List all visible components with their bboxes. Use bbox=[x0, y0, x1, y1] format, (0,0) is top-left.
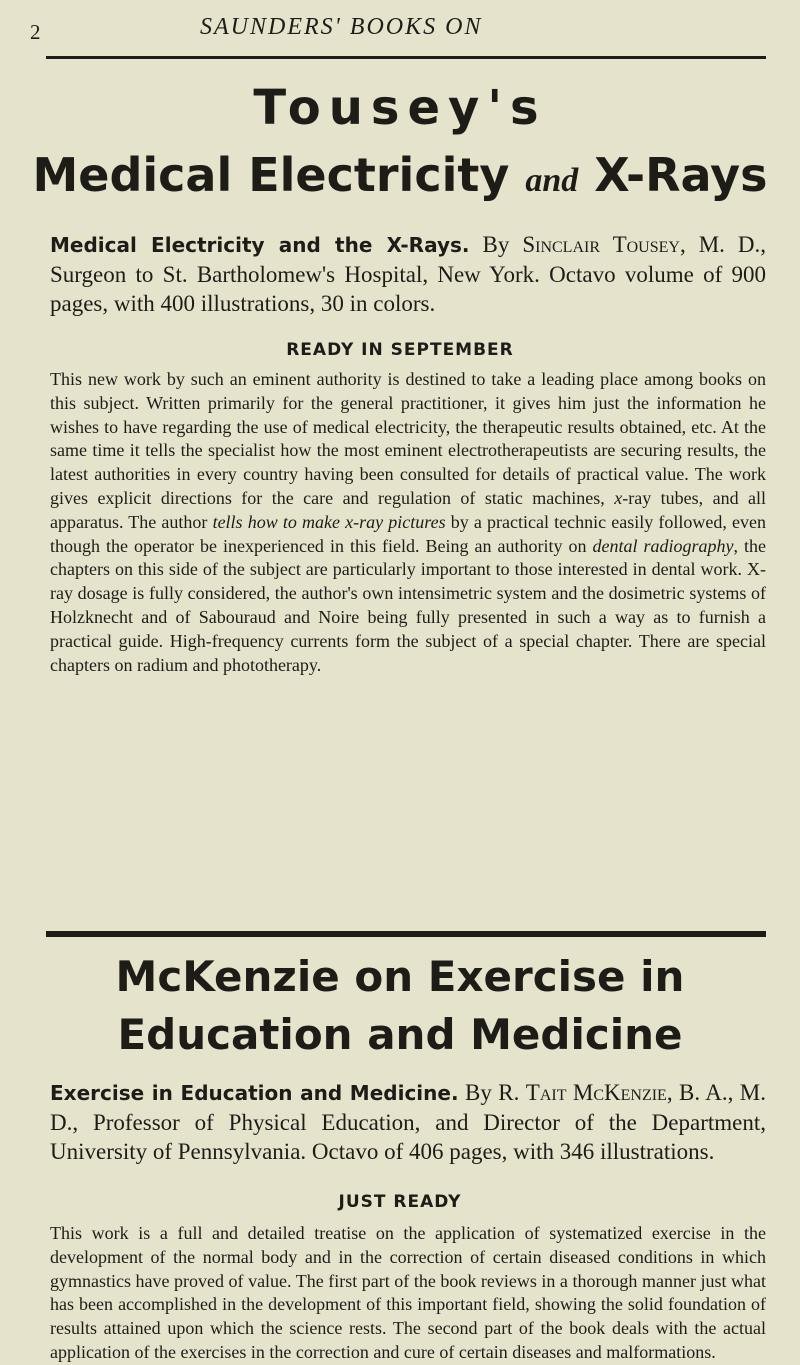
book2-by: By R. bbox=[458, 1080, 526, 1105]
page-number: 2 bbox=[30, 20, 41, 44]
book1-title-part-b: X-Rays bbox=[578, 148, 768, 202]
book2-title-line2: Education and Medicine bbox=[117, 1010, 683, 1059]
book2-summary bbox=[50, 1078, 766, 1166]
book2-lead: Exercise in Education and Medicine. bbox=[50, 1081, 459, 1105]
book1-description bbox=[50, 368, 766, 677]
running-head bbox=[0, 8, 800, 48]
section-divider bbox=[46, 931, 766, 937]
book1-desc-part2: -ray tubes, and all apparatus. The author bbox=[50, 487, 767, 532]
header-rule bbox=[46, 56, 766, 59]
book2-title-line1: McKenzie on Exercise in bbox=[115, 952, 685, 1001]
book1-desc-part4: , the chapters on this side of the subject are particularly important to those interested in dental work. X-ray dosage is fully considered, the author's own intensimetric system and the dosimetric systems of Holzknecht and of Sabouraud and Noire being fully presented in such a way as to furnish a practical guide. High-frequency currents form the subject of a special chapter. There are special chapters on radium and phototherapy. bbox=[50, 535, 767, 675]
book1-title-line2 bbox=[0, 148, 800, 202]
book2-details: , B. A., M. D., Professor of Physical Education, and Director of the Department, University of Pennsylvania. Octavo of 406 pages, with 346 illustrations. bbox=[50, 1080, 766, 1164]
book2-status: JUST READY bbox=[338, 1192, 462, 1212]
book1-lead: Medical Electricity and the X-Rays. bbox=[50, 233, 470, 257]
book1-summary bbox=[50, 230, 766, 318]
book1-status: READY IN SEPTEMBER bbox=[286, 340, 514, 360]
book1-by: By bbox=[469, 232, 523, 257]
book2-author: Tait McKenzie bbox=[525, 1080, 667, 1105]
book1-desc-part3: by a practical technic easily followed, even though the operator be inexperienced in this field. Being an authority on bbox=[50, 511, 766, 556]
book2-description: This work is a full and detailed treatise on the application of systematized exercise in the development of the normal body and in the correction of certain diseased conditions in which gymnastics have proved of value. The first part of the book reviews in a thorough manner just what has been accomplished in the development of this important field, showing the solid foundation of results attained upon which the science rests. The second part of the book deals with the actual application of the exercises in the correction and cure of certain diseases and malformations. bbox=[50, 1223, 766, 1362]
book1-title-and: and bbox=[525, 162, 579, 199]
book1-author: Sinclair Tousey bbox=[522, 232, 680, 257]
book1-desc-italic1: tells how to make x-ray pictures bbox=[212, 511, 446, 532]
book1-desc-part1: This new work by such an eminent authority is destined to take a leading place among books on this subject. Written primarily for the general practitioner, it gives him just the information he wishes to have regarding the use of medical electricity, the therapeutic results obtained, etc. At the same time it tells the specialist how the most eminent electrotherapeutists are securing results, the latest authorities in every country having been consulted for details of practical value. The work gives explicit directions for the care and regulation of static machines, bbox=[50, 369, 766, 508]
book1-title-part-a: Medical Electricity bbox=[32, 148, 526, 202]
book1-title-line1: Tousey's bbox=[253, 80, 547, 136]
book1-desc-x: x bbox=[614, 487, 623, 508]
running-title: SAUNDERS' BOOKS ON bbox=[200, 14, 483, 40]
book1-desc-italic2: dental radiography bbox=[592, 535, 734, 556]
book1-details: , M. D., Surgeon to St. Bartholomew's Hospital, New York. Octavo volume of 900 pages, with 400 illustrations, 30 in colors. bbox=[50, 232, 767, 316]
